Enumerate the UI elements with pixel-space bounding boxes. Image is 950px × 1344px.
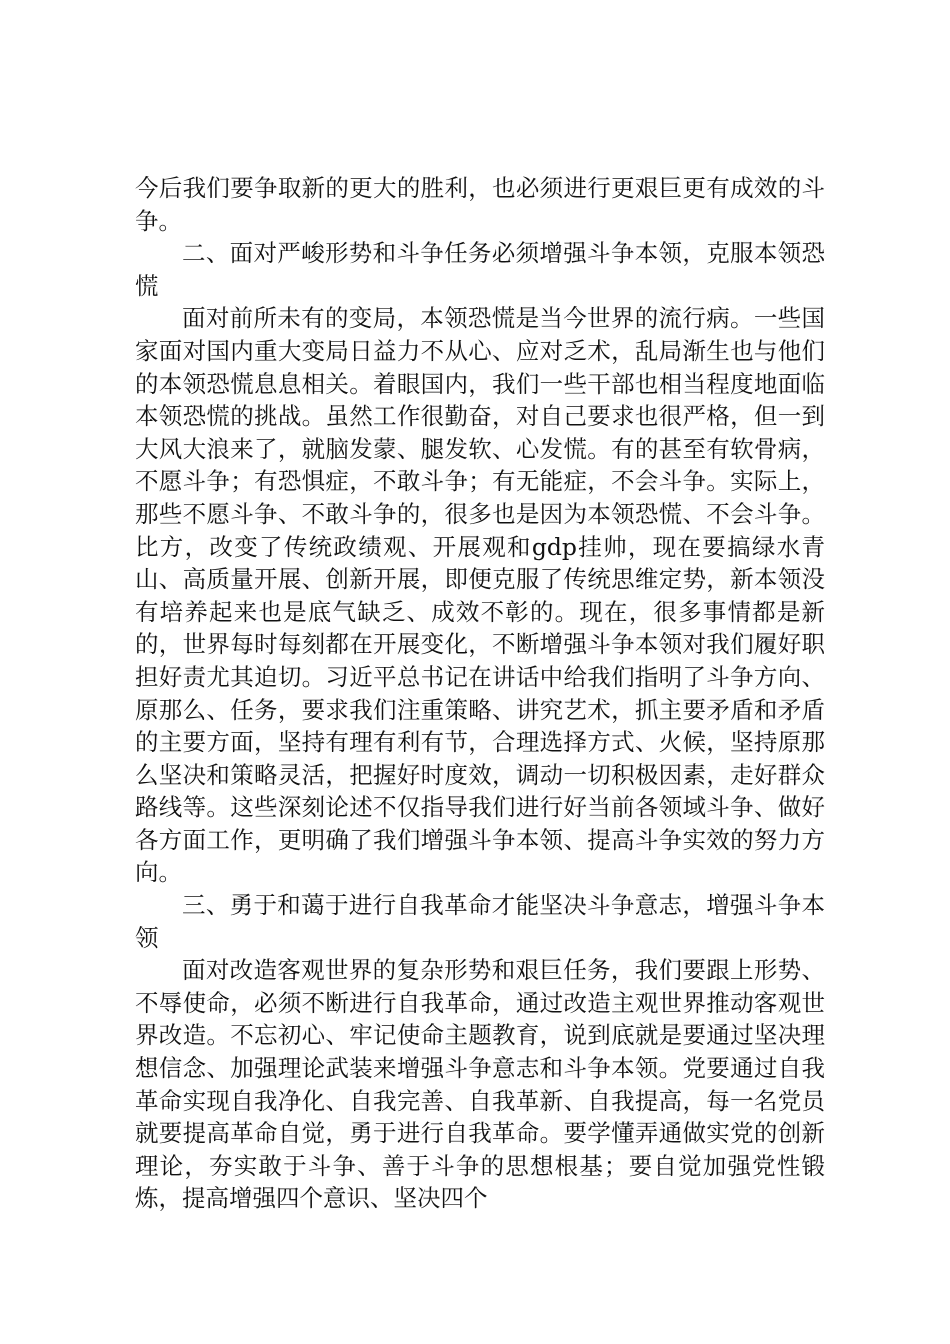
paragraph-self-revolution: 面对改造客观世界的复杂形势和艰巨任务，我们要跟上形势、不辱使命，必须不断进行自我革命，通过改造主观世界推动客观世界改造。不忘初心、牢记使命主题教育，说到底就是要通过坚决理想信念、加强理论武装来增强斗争意志和斗争本领。党要通过自我革命实现自我净化、自我完善、自我革新、自我提高，每一名党员就要提高革命自觉，勇于进行自我革命。要学懂弄通做实党的创新理论，夯实敢于斗争、善于斗争的思想根基；要自觉加强党性锻炼，提高增强四个意识、坚决四个 bbox=[135, 956, 825, 1213]
paragraph-continuation: 今后我们要争取新的更大的胜利，也必须进行更艰巨更有成效的斗争。 bbox=[135, 174, 825, 235]
section-heading-2: 二、面对严峻形势和斗争任务必须增强斗争本领，克服本领恐慌 bbox=[135, 239, 825, 300]
document-body bbox=[135, 172, 825, 1215]
paragraph-skill-panic: 面对前所未有的变局，本领恐慌是当今世界的流行病。一些国家面对国内重大变局日益力不从心、应对乏术，乱局渐生也与他们的本领恐慌息息相关。着眼国内，我们一些干部也相当程度地面临本领恐慌的挑战。虽然工作很勤奋，对自己要求也很严格，但一到大风大浪来了，就脑发蒙、腿发软、心发慌。有的甚至有软骨病，不愿斗争；有恐惧症，不敢斗争；有无能症，不会斗争。实际上，那些不愿斗争、不敢斗争的，很多也是因为本领恐慌、不会斗争。比方，改变了传统政绩观、开展观和gdp挂帅，现在要搞绿水青山、高质量开展、创新开展，即便克服了传统思维定势，新本领没有培养起来也是底气缺乏、成效不彰的。现在，很多事情都是新的，世界每时每刻都在开展变化，不断增强斗争本领对我们履好职担好责尤其迫切。习近平总书记在讲话中给我们指明了斗争方向、原那么、任务，要求我们注重策略、讲究艺术，抓主要矛盾和矛盾的主要方面，坚持有理有利有节，合理选择方式、火候，坚持原那么坚决和策略灵活，把握好时度效，调动一切积极因素，走好群众路线等。这些深刻论述不仅指导我们进行好当前各领域斗争、做好各方面工作，更明确了我们增强斗争本领、提高斗争实效的努力方向。 bbox=[135, 304, 825, 887]
section-heading-3: 三、勇于和蔼于进行自我革命才能坚决斗争意志，增强斗争本领 bbox=[135, 891, 825, 952]
